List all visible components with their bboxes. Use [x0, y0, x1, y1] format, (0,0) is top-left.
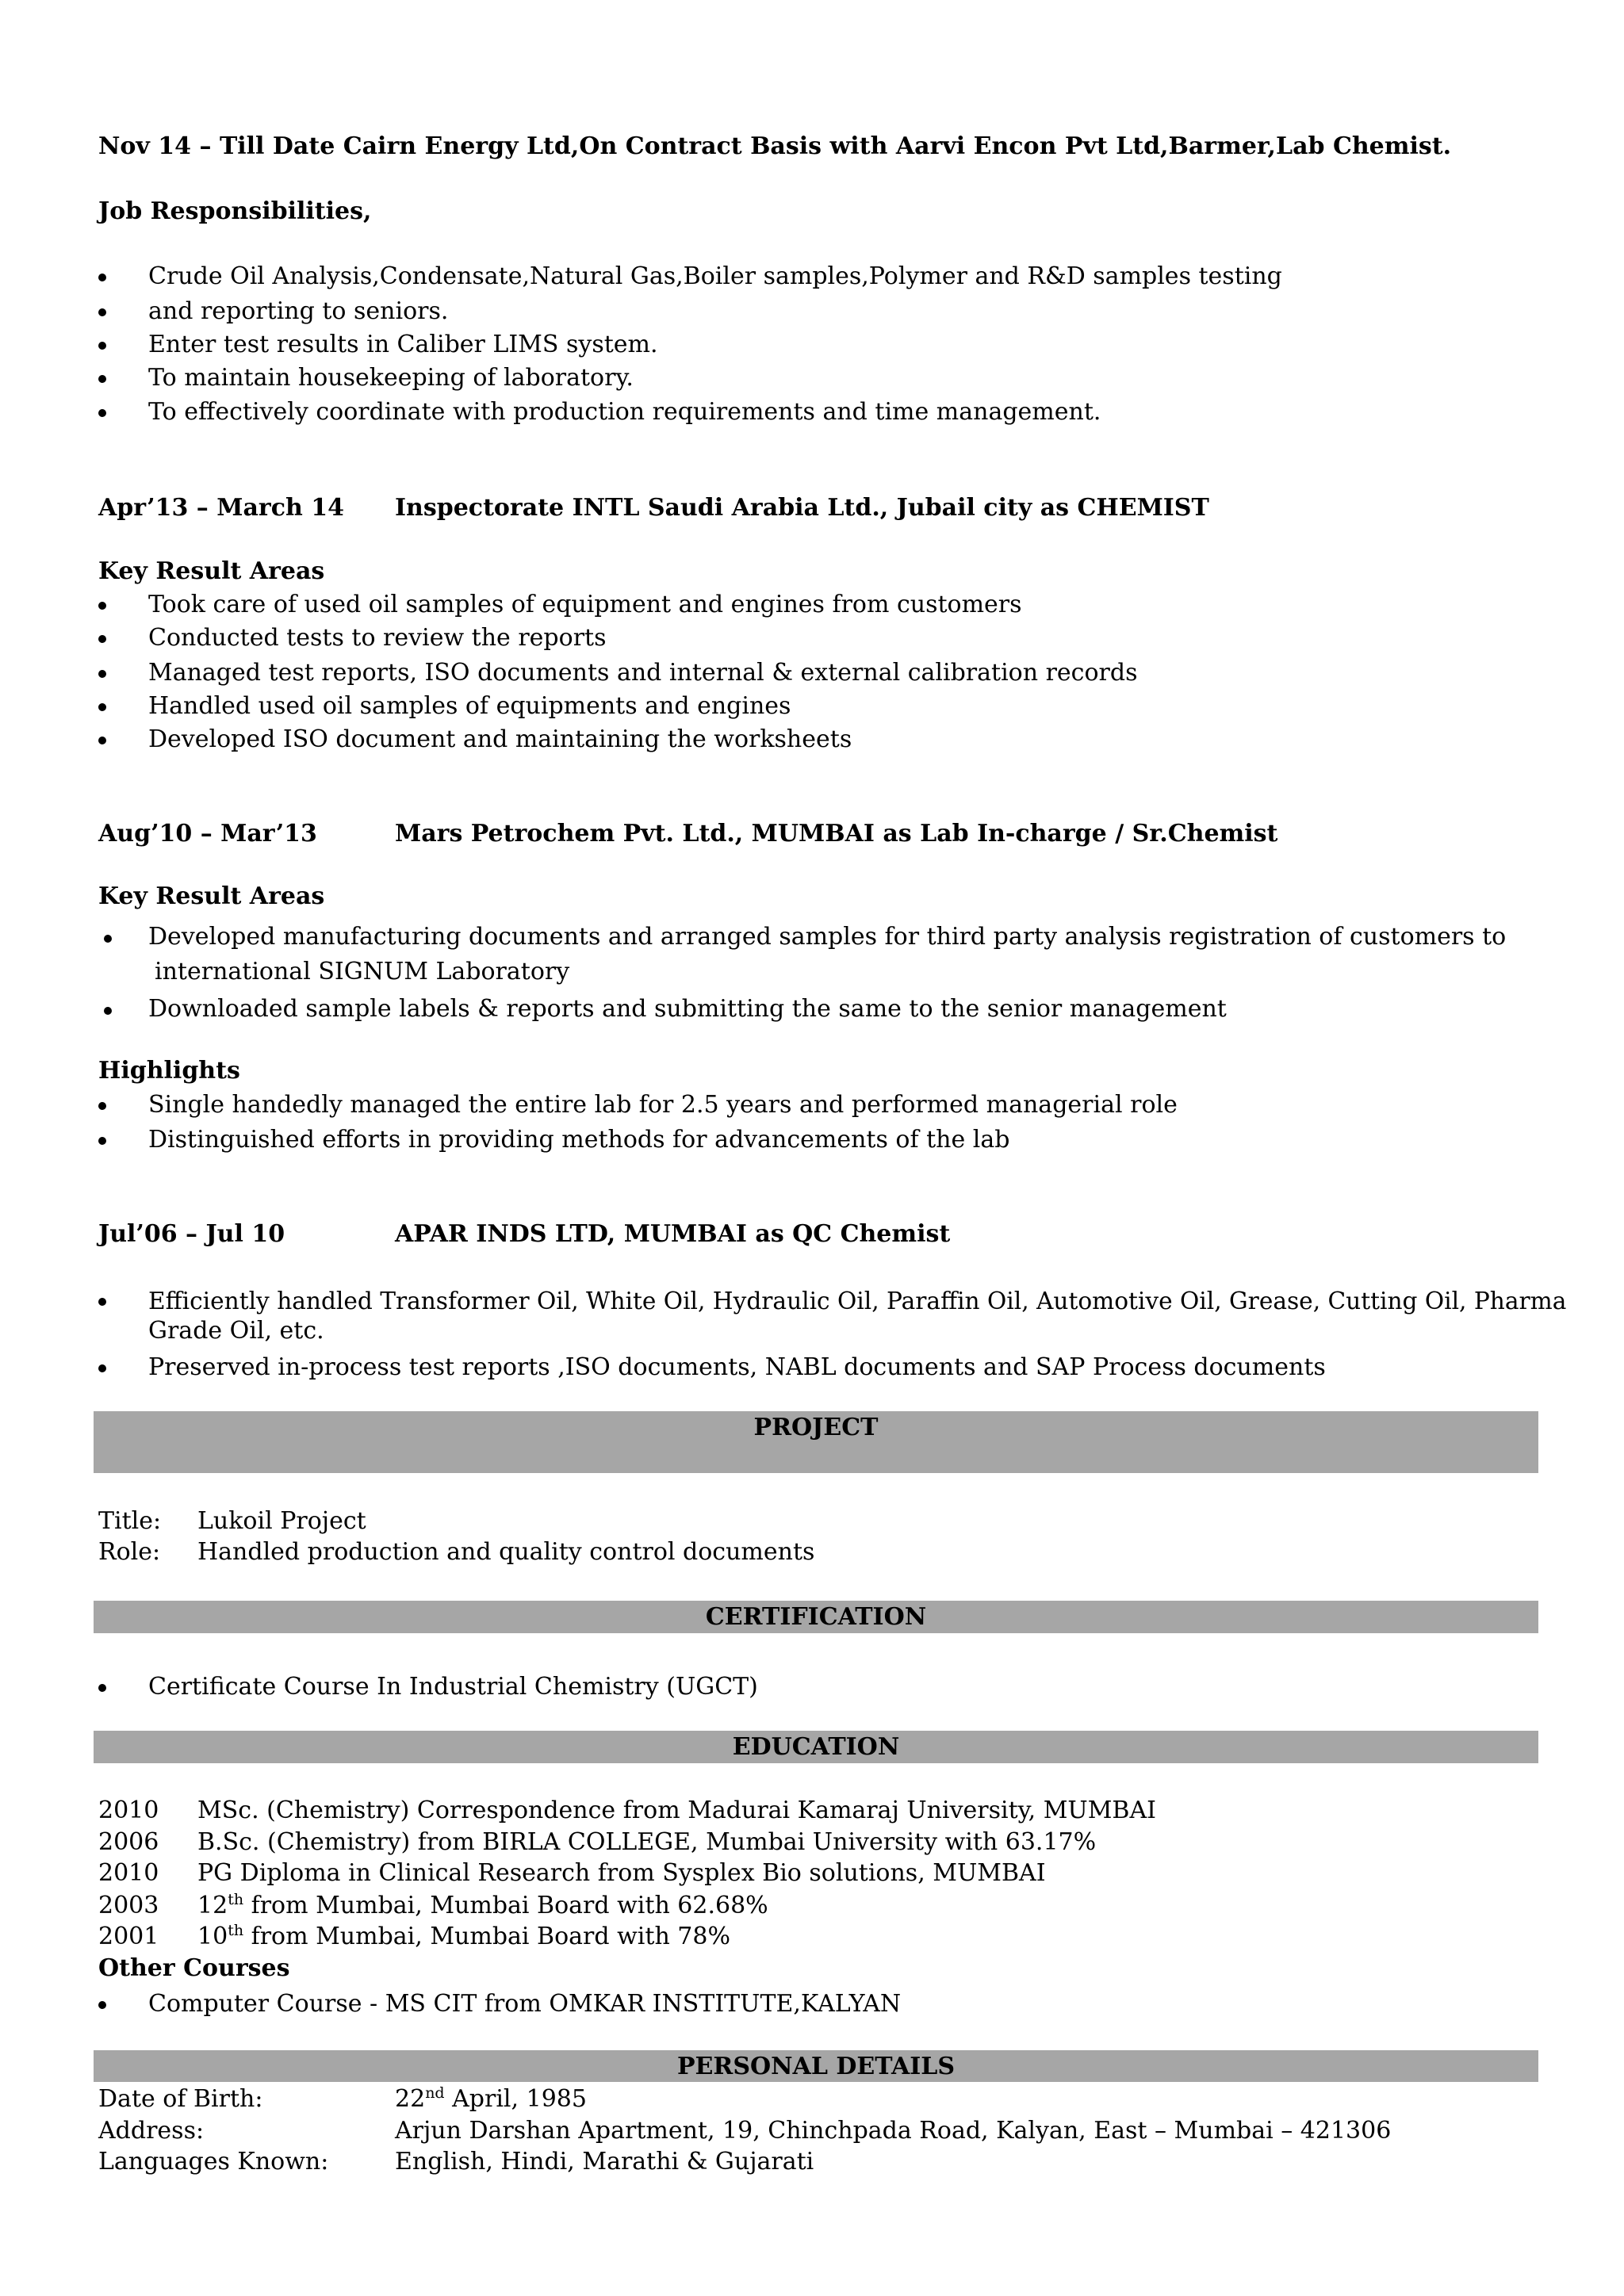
- bullet-icon: [98, 1137, 106, 1145]
- education-detail: B.Sc. (Chemistry) from BIRLA COLLEGE, Mumbai University with 63.17%: [197, 1828, 1097, 1856]
- personal-section-bar: [94, 2050, 1538, 2082]
- bullet-icon: [98, 703, 106, 711]
- education-detail-sup: th: [228, 1922, 244, 1939]
- other-courses-heading: Other Courses: [98, 1954, 290, 1982]
- job3-bullet-continuation: international SIGNUM Laboratory: [155, 958, 570, 985]
- bullet-icon: [98, 1298, 106, 1306]
- bullet-icon: [98, 1102, 106, 1110]
- job4-title: APAR INDS LTD, MUMBAI as QC Chemist: [395, 1220, 951, 1248]
- dob-part: 22: [395, 2085, 426, 2113]
- job2-title: Inspectorate INTL Saudi Arabia Ltd., Jubail city as CHEMIST: [395, 494, 1209, 522]
- certification-item: Certificate Course In Industrial Chemistry (UGCT): [148, 1673, 758, 1701]
- job1-bullet: To effectively coordinate with production requirements and time management.: [148, 398, 1101, 426]
- job3-bullet: Downloaded sample labels & reports and submitting the same to the senior management: [148, 995, 1227, 1023]
- bullet-icon: [98, 2001, 106, 2009]
- address-value: Arjun Darshan Apartment, 19, Chinchpada Road, Kalyan, East – Mumbai – 421306: [395, 2117, 1392, 2145]
- bullet-icon: [104, 935, 112, 943]
- job2-bullet: Managed test reports, ISO documents and internal & external calibration records: [148, 659, 1138, 687]
- education-heading: EDUCATION: [732, 1733, 900, 1761]
- languages-value: English, Hindi, Marathi & Gujarati: [395, 2148, 814, 2175]
- bullet-icon: [104, 1007, 112, 1015]
- job2-bullet: Handled used oil samples of equipments and engines: [148, 692, 791, 720]
- bullet-icon: [98, 375, 106, 383]
- job3-highlight: Distinguished efforts in providing methods for advancements of the lab: [148, 1126, 1010, 1154]
- education-detail: MSc. (Chemistry) Correspondence from Madurai Kamaraj University, MUMBAI: [197, 1797, 1156, 1824]
- job1-bullet: and reporting to seniors.: [148, 297, 449, 325]
- job3-highlights-heading: Highlights: [98, 1057, 240, 1085]
- job3-highlight: Single handedly managed the entire lab for 2.5 years and performed managerial role: [148, 1091, 1178, 1119]
- dob-value: [395, 2086, 587, 2114]
- bullet-icon: [98, 1364, 106, 1372]
- education-year: 2003: [98, 1892, 159, 1919]
- address-label: Address:: [98, 2117, 205, 2145]
- education-detail-part: 12: [197, 1892, 228, 1919]
- job4-bullet: Preserved in-process test reports ,ISO documents, NABL documents and SAP Process documents: [148, 1353, 1326, 1381]
- bullet-icon: [98, 342, 106, 350]
- project-role-label: Role:: [98, 1538, 161, 1566]
- education-detail-part: from Mumbai, Mumbai Board with 78%: [243, 1923, 730, 1950]
- job4-bullet-continuation: Grade Oil, etc.: [148, 1317, 324, 1345]
- bullet-icon: [98, 409, 106, 417]
- job1-bullet: Enter test results in Caliber LIMS system.: [148, 331, 658, 358]
- education-section-bar: [94, 1731, 1538, 1763]
- languages-label: Languages Known:: [98, 2148, 329, 2175]
- project-role-value: Handled production and quality control documents: [197, 1538, 815, 1566]
- certification-section-bar: [94, 1601, 1538, 1633]
- education-year: 2006: [98, 1828, 159, 1856]
- job1-heading: Nov 14 – Till Date Cairn Energy Ltd,On Contract Basis with Aarvi Encon Pvt Ltd,Barmer,Lab Chemist.: [98, 132, 1452, 160]
- job2-date: Apr’13 – March 14: [98, 494, 344, 522]
- education-year: 2010: [98, 1859, 159, 1887]
- job2-bullet: Took care of used oil samples of equipment and engines from customers: [148, 591, 1022, 618]
- bullet-icon: [98, 635, 106, 643]
- dob-part: April, 1985: [444, 2085, 587, 2113]
- job1-sub-heading: Job Responsibilities,: [98, 197, 372, 225]
- project-heading: PROJECT: [753, 1414, 879, 1441]
- job2-sub-heading: Key Result Areas: [98, 557, 325, 585]
- dob-sup: nd: [425, 2084, 445, 2102]
- job2-bullet: Developed ISO document and maintaining the worksheets: [148, 725, 852, 753]
- education-detail: PG Diploma in Clinical Research from Sysplex Bio solutions, MUMBAI: [197, 1859, 1046, 1887]
- project-section-bar: [94, 1411, 1538, 1473]
- project-title-value: Lukoil Project: [197, 1507, 366, 1535]
- job3-date: Aug’10 – Mar’13: [98, 820, 317, 848]
- bullet-icon: [98, 308, 106, 316]
- education-detail: [197, 1892, 768, 1920]
- education-detail-part: 10: [197, 1923, 228, 1950]
- job3-title: Mars Petrochem Pvt. Ltd., MUMBAI as Lab In-charge / Sr.Chemist: [395, 820, 1278, 848]
- job1-bullet: To maintain housekeeping of laboratory.: [148, 364, 634, 392]
- bullet-icon: [98, 737, 106, 744]
- job1-bullet: Crude Oil Analysis,Condensate,Natural Gas,Boiler samples,Polymer and R&D samples testing: [148, 262, 1282, 290]
- dob-label: Date of Birth:: [98, 2085, 263, 2113]
- job3-bullet: Developed manufacturing documents and arranged samples for third party analysis registration of customers to: [148, 923, 1507, 951]
- project-title-label: Title:: [98, 1507, 162, 1535]
- job4-date: Jul’06 – Jul 10: [98, 1220, 285, 1248]
- job4-bullet: Efficiently handled Transformer Oil, White Oil, Hydraulic Oil, Paraffin Oil, Automotive Oil, Grease, Cutting Oil, Pharma: [148, 1288, 1567, 1314]
- education-detail-part: from Mumbai, Mumbai Board with 62.68%: [243, 1892, 768, 1919]
- certification-heading: CERTIFICATION: [705, 1603, 927, 1631]
- personal-heading: PERSONAL DETAILS: [676, 2053, 956, 2080]
- job3-sub-heading: Key Result Areas: [98, 882, 325, 910]
- education-detail-sup: th: [228, 1891, 244, 1908]
- other-course-item: Computer Course - MS CIT from OMKAR INSTITUTE,KALYAN: [148, 1990, 902, 2018]
- bullet-icon: [98, 1684, 106, 1692]
- bullet-icon: [98, 274, 106, 281]
- job2-bullet: Conducted tests to review the reports: [148, 624, 607, 652]
- education-year: 2010: [98, 1797, 159, 1824]
- education-year: 2001: [98, 1923, 159, 1950]
- bullet-icon: [98, 602, 106, 610]
- education-detail: [197, 1923, 730, 1951]
- bullet-icon: [98, 670, 106, 678]
